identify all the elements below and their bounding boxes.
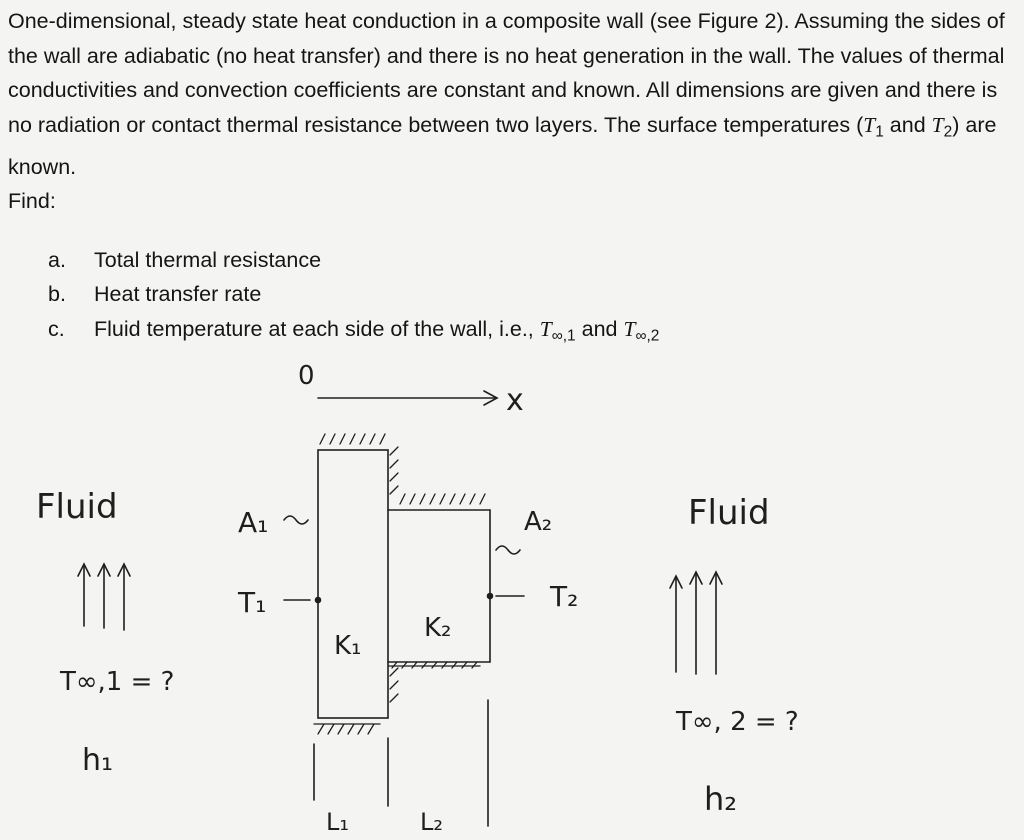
task-text: Heat transfer rate xyxy=(94,282,262,306)
l2-label: L₂ xyxy=(420,808,443,836)
tinf1-symbol: $T_{\infty,1}$ xyxy=(539,317,576,345)
t2-symbol: $T_2$ xyxy=(931,112,953,141)
x-axis-label: x xyxy=(506,383,524,418)
origin-label: 0 xyxy=(298,361,315,391)
tinf2-label: T∞, 2 = ? xyxy=(676,707,799,737)
t1-symbol: $T_1$ xyxy=(863,112,884,141)
k2-label: K₂ xyxy=(424,613,452,643)
intro-text: One-dimensional, steady state heat conduction in a composite wall (see Figure 2). Assuming the sides of the wall are adiabatic (no heat transfer) and there is no heat generation in the wall. The values of thermal conductivities and convection coefficients are constant and known. All dimensions are given and there is no radiation or contact thermal resistance between two layers. The surface temperatures ( xyxy=(8,9,1005,137)
right-fluid-label: Fluid xyxy=(688,493,770,533)
task-text-and: and xyxy=(575,317,624,341)
a2-label: A₂ xyxy=(524,507,553,537)
task-text: Total thermal resistance xyxy=(94,248,322,272)
l1-label: L₁ xyxy=(326,808,349,836)
tinf1-label: T∞,1 = ? xyxy=(60,667,175,697)
find-label: Find: xyxy=(8,189,56,214)
and-word: and xyxy=(883,112,932,137)
k1-label: K₁ xyxy=(334,631,362,661)
left-flow-arrows xyxy=(78,564,130,630)
right-flow-arrows xyxy=(670,572,722,674)
tinf2-symbol: $T_{\infty,2}$ xyxy=(623,317,660,345)
t2-label: T₂ xyxy=(550,580,579,613)
intro-text-end: ) are known. xyxy=(8,112,997,179)
adiabatic-hatching xyxy=(314,434,485,734)
task-letter: b. xyxy=(48,282,66,306)
h2-label: h₂ xyxy=(704,780,738,818)
a1-pointer xyxy=(284,516,308,524)
a1-label: A₁ xyxy=(238,506,269,539)
task-text: Fluid temperature at each side of the wall, i.e., xyxy=(94,317,540,341)
task-letter: a. xyxy=(48,248,66,272)
t1-label: T₁ xyxy=(238,586,267,619)
h1-label: h₁ xyxy=(82,743,114,778)
a2-pointer xyxy=(496,546,520,554)
wall-layer-1 xyxy=(318,450,388,718)
left-fluid-label: Fluid xyxy=(36,487,118,527)
task-letter: c. xyxy=(48,317,65,341)
